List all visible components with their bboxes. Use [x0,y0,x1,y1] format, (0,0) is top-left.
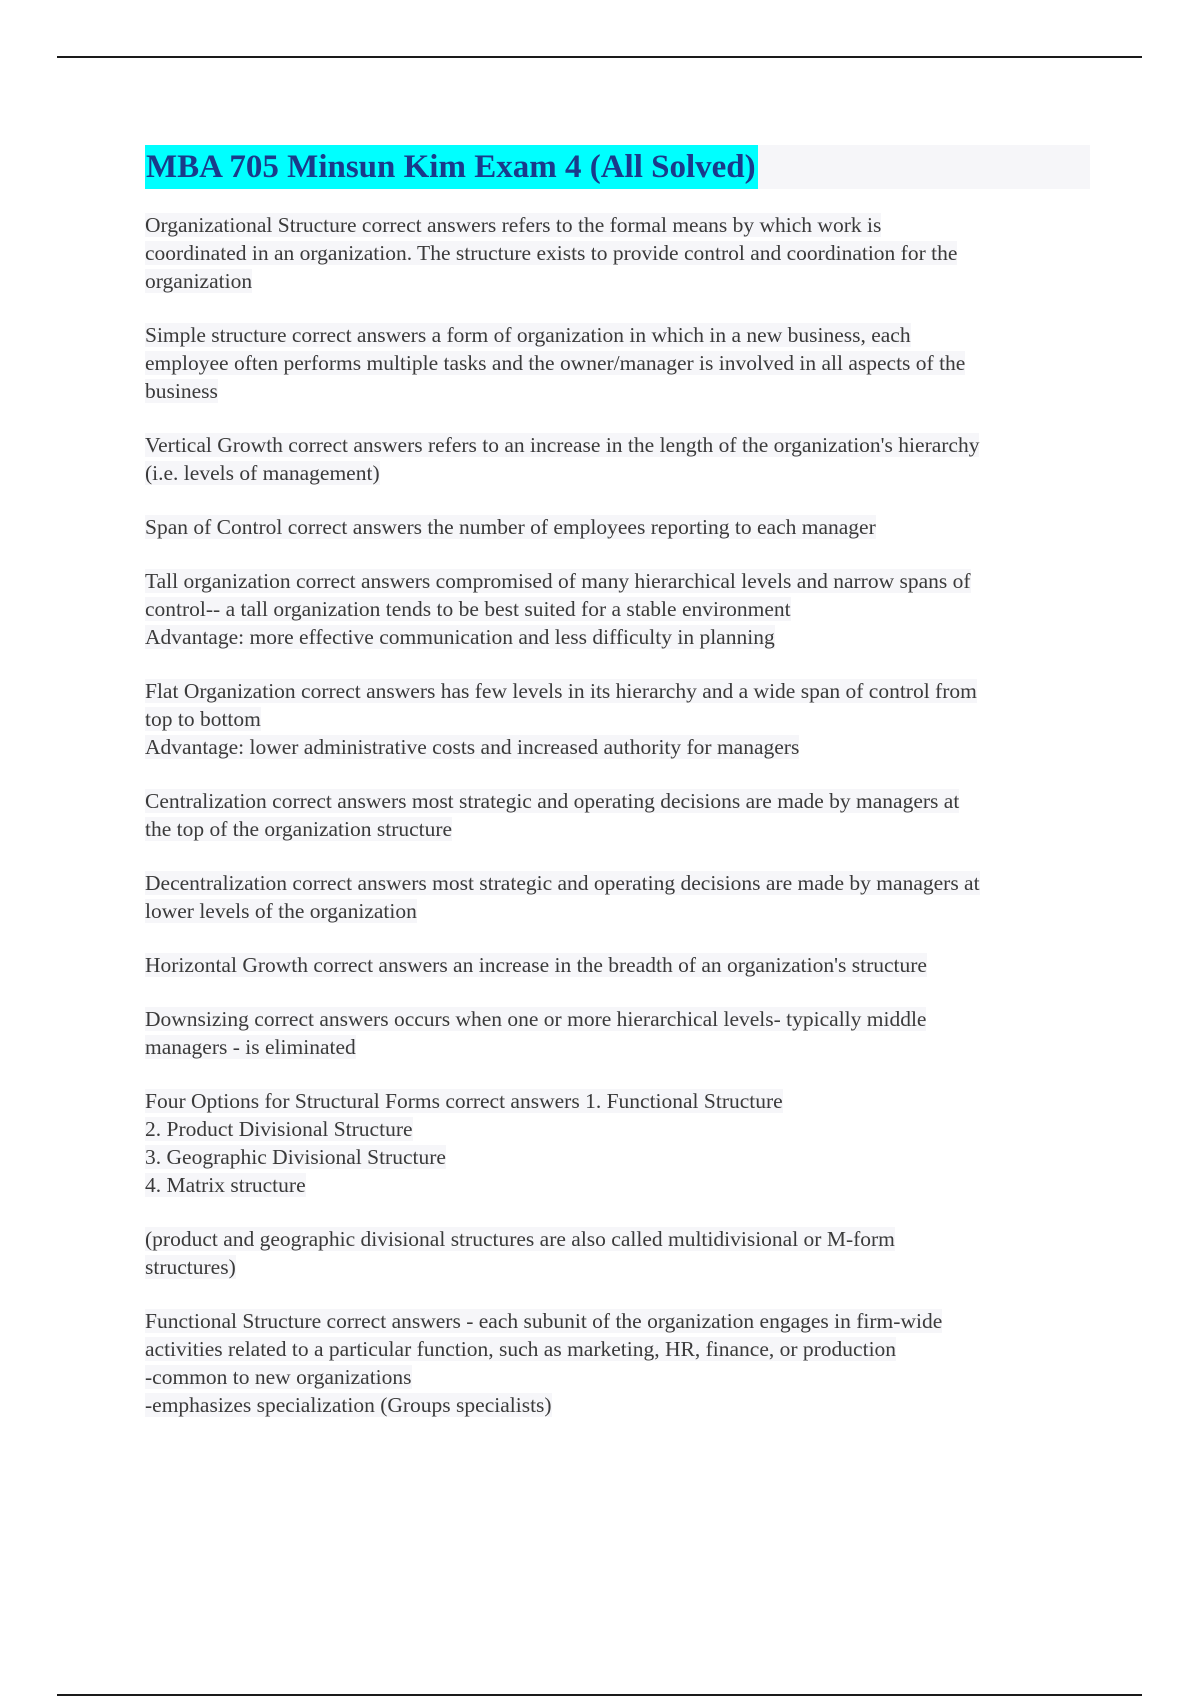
entry-line-text: structures) [145,1255,236,1279]
qa-entry [145,677,1090,761]
entry-line [145,1087,1090,1115]
entry-line-text: activities related to a particular function, such as marketing, HR, finance, or production [145,1337,897,1361]
entry-line [145,951,1090,979]
entry-line [145,787,1090,815]
entry-line-text: Functional Structure correct answers - each subunit of the organization engages in firm-wide [145,1309,943,1333]
entry-line-text: (i.e. levels of management) [145,461,380,485]
entry-line [145,431,1090,459]
entry-line [145,733,1090,761]
entry-line [145,1307,1090,1335]
entry-line [145,349,1090,377]
qa-entry [145,321,1090,405]
entry-line [145,869,1090,897]
entry-line [145,705,1090,733]
entry-line-text: top to bottom [145,707,261,731]
entry-line [145,1253,1090,1281]
entry-line-text: (product and geographic divisional structures are also called multidivisional or M-form [145,1227,895,1251]
entry-line [145,595,1090,623]
entry-line [145,267,1090,295]
entry-line [145,377,1090,405]
qa-entry [145,1225,1090,1281]
entry-line-text: business [145,379,218,403]
qa-entry [145,787,1090,843]
entry-line-text: Advantage: more effective communication and less difficulty in planning [145,625,775,649]
entry-line-text: Organizational Structure correct answers refers to the formal means by which work is [145,213,882,237]
entry-line-text: -emphasizes specialization (Groups specialists) [145,1393,552,1417]
entry-line-text: Decentralization correct answers most strategic and operating decisions are made by managers at [145,871,980,895]
entry-line [145,677,1090,705]
entry-line [145,815,1090,843]
entry-line [145,1033,1090,1061]
entry-line-text: Advantage: lower administrative costs and increased authority for managers [145,735,800,759]
title-band [145,145,1090,189]
entries-list [145,211,1090,1419]
entry-line-text: Simple structure correct answers a form of organization in which in a new business, each [145,323,911,347]
qa-entry [145,1005,1090,1061]
document-body [145,145,1090,1445]
entry-line-text: Tall organization correct answers compromised of many hierarchical levels and narrow spans of [145,569,971,593]
qa-entry [145,513,1090,541]
entry-line [145,321,1090,349]
entry-line [145,1363,1090,1391]
entry-line [145,1115,1090,1143]
entry-line [145,1335,1090,1363]
entry-line [145,513,1090,541]
entry-line-text: the top of the organization structure [145,817,453,841]
entry-line-text: Flat Organization correct answers has few levels in its hierarchy and a wide span of control from [145,679,977,703]
bottom-rule [57,1694,1142,1696]
entry-line-text: Span of Control correct answers the number of employees reporting to each manager [145,515,876,539]
entry-line [145,623,1090,651]
entry-line [145,897,1090,925]
entry-line [145,1005,1090,1033]
entry-line-text: 3. Geographic Divisional Structure [145,1145,446,1169]
entry-line-text: managers - is eliminated [145,1035,356,1059]
entry-line [145,1143,1090,1171]
qa-entry [145,869,1090,925]
entry-line-text: 2. Product Divisional Structure [145,1117,413,1141]
entry-line [145,459,1090,487]
entry-line-text: organization [145,269,253,293]
document-title: MBA 705 Minsun Kim Exam 4 (All Solved) [145,145,758,189]
entry-line-text: Vertical Growth correct answers refers to an increase in the length of the organization's hierarchy [145,433,980,457]
entry-line [145,1171,1090,1199]
entry-line [145,239,1090,267]
qa-entry [145,1307,1090,1419]
entry-line-text: Centralization correct answers most strategic and operating decisions are made by managers at [145,789,960,813]
qa-entry [145,951,1090,979]
top-rule [57,56,1142,58]
entry-line-text: Four Options for Structural Forms correct answers 1. Functional Structure [145,1089,783,1113]
entry-line-text: 4. Matrix structure [145,1173,306,1197]
entry-line-text: Downsizing correct answers occurs when one or more hierarchical levels- typically middle [145,1007,927,1031]
entry-line-text: lower levels of the organization [145,899,417,923]
entry-line [145,567,1090,595]
entry-line-text: control-- a tall organization tends to be best suited for a stable environment [145,597,791,621]
qa-entry [145,211,1090,295]
entry-line-text: employee often performs multiple tasks and the owner/manager is involved in all aspects of the [145,351,966,375]
entry-line [145,1391,1090,1419]
entry-line [145,211,1090,239]
qa-entry [145,567,1090,651]
entry-line-text: coordinated in an organization. The structure exists to provide control and coordination for the [145,241,958,265]
qa-entry [145,431,1090,487]
qa-entry [145,1087,1090,1199]
entry-line-text: -common to new organizations [145,1365,412,1389]
entry-line [145,1225,1090,1253]
entry-line-text: Horizontal Growth correct answers an increase in the breadth of an organization's structure [145,953,927,977]
